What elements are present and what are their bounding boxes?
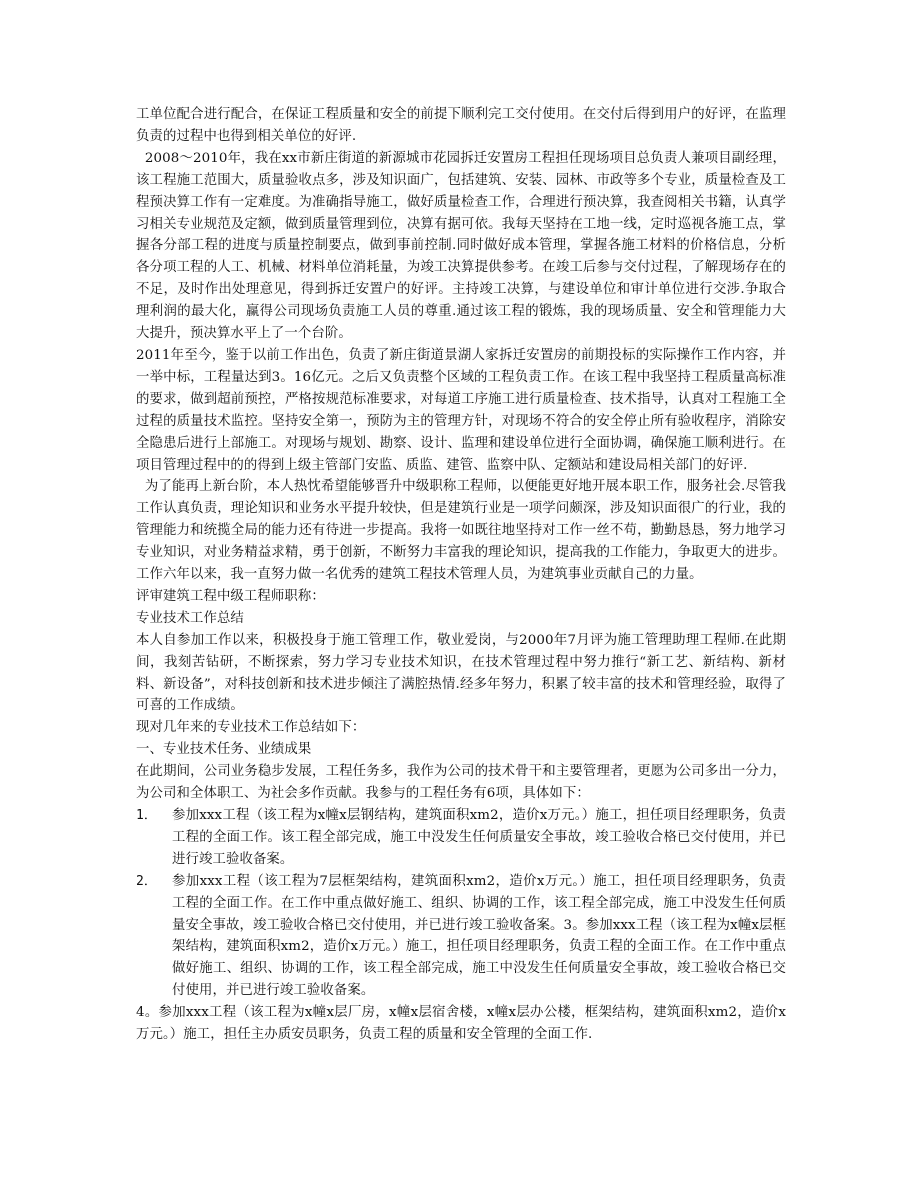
- project-list: [136, 805, 786, 1002]
- list-item: [136, 805, 786, 871]
- paragraph-1: 工单位配合进行配合，在保证工程质量和安全的前提下顺利完工交付使用。在交付后得到用户的好评，在监理负责的过程中也得到相关单位的好评.: [136, 107, 786, 144]
- paragraph-6: 现对几年来的专业技术工作总结如下：: [136, 720, 366, 736]
- paragraph-2: 2008～2010年，我在xx市新庄街道的新源城市花园拆迁安置房工程担任现场项目总负责人兼项目副经理，该工程施工范围大，质量验收点多，涉及知识面广，包括建筑、安装、园林、市政等多个专业，质量检查及工程预决算工作有一定难度。为准确指导施工，做好质量检查工作，合理进行预决算，我查阅相关书籍，认真学习相关专业规范及定额，做到质量管理到位，决算有据可依。我每天坚持在工地一线，定时巡视各施工点，掌握各分部工程的进度与质量控制要点，做到事前控制.同时做好成本管理，掌握各施工材料的价格信息，分析各分项工程的人工、机械、材料单位消耗量，为竣工决算提供参考。在竣工后参与交付过程，了解现场存在的不足，及时作出处理意见，得到拆迁安置户的好评。主持竣工决算，与建设单位和审计单位进行交涉.争取合理利润的最大化，赢得公司现场负责施工人员的尊重.通过该工程的锻炼，我的现场质量、安全和管理能力大大提升，预决算水平上了一个台阶。: [136, 150, 786, 342]
- list-item-text: 参加xxx工程（该工程为x幢x层钢结构，建筑面积xm2，造价x万元。）施工，担任项目经理职务，负责工程的全面工作。该工程全部完成，施工中没发生任何质量安全事故，竣工验收合格已交付使用，并已进行竣工验收备案。: [172, 808, 786, 867]
- list-item: [136, 871, 786, 1002]
- heading-review-title: 评审建筑工程中级工程师职称：: [136, 588, 325, 604]
- list-item-number: 2．: [136, 873, 158, 889]
- paragraph-8: 4。参加xxx工程（该工程为x幢x层厂房，x幢x层宿舍楼，x幢x层办公楼，框架结构，建筑面积xm2，造价x万元。）施工，担任主办质安员职务，负责工程的质量和安全管理的全面工作.: [136, 1005, 786, 1043]
- document-page: [136, 104, 786, 1046]
- heading-summary: 专业技术工作总结: [136, 610, 244, 626]
- list-item-number: 1．: [136, 808, 158, 823]
- paragraph-4: 为了能再上新台阶，本人热忱希望能够晋升中级职称工程师，以便能更好地开展本职工作，服务社会.尽管我工作认真负责，理论知识和业务水平提升较快，但是建筑行业是一项学问颇深，涉及知识面很广的行业，我的管理能力和统揽全局的能力还有待进一步提高。我将一如既往地坚持对工作一丝不苟，勤勤恳恳，努力地学习专业知识，对业务精益求精，勇于创新，不断努力丰富我的理论知识，提高我的工作能力，争取更大的进步。工作六年以来，我一直努力做一名优秀的建筑工程技术管理人员，为建筑事业贡献自己的力量。: [136, 479, 786, 583]
- heading-section-1: 一、专业技术任务、业绩成果: [136, 742, 312, 758]
- paragraph-3: 2011年至今，鉴于以前工作出色，负责了新庄街道景湖人家拆迁安置房的前期投标的实际操作工作内容，并一举中标，工程量达到3。16亿元。之后又负责整个区域的工程负责工作。在该工程中我坚持工程质量高标准的要求，做到超前预控，严格按规范标准要求，对每道工序施工进行质量检查、技术指导，认真对工程施工全过程的质量技术监控。坚持安全第一，预防为主的管理方针，对现场不符合的安全停止所有验收程序，消除安全隐患后进行上部施工。对现场与规划、勘察、设计、监理和建设单位进行全面协调，确保施工顺利进行。在项目管理过程中的的得到上级主管部门安监、质监、建管、监察中队、定额站和建设局相关部门的好评.: [136, 347, 786, 473]
- paragraph-7: 在此期间，公司业务稳步发展，工程任务多，我作为公司的技术骨干和主要管理者，更愿为公司多出一分力，为公司和全体职工、为社会多作贡献。我参与的工程任务有6项，具体如下：: [136, 764, 786, 802]
- list-item-text: 参加xxx工程（该工程为7层框架结构，建筑面积xm2，造价x万元。）施工，担任项目经理职务，负责工程的全面工作。在工作中重点做好施工、组织、协调的工作，该工程全部完成，施工中没发生任何质量安全事故，竣工验收合格已交付使用，并已进行竣工验收备案。3。参加xxx工程（该工程为x幢x层框架结构，建筑面积xm2，造价x万元。）施工，担任项目经理职务，负责工程的全面工作。在工作中重点做好施工、组织、协调的工作，该工程全部完成，施工中没发生任何质量安全事故，竣工验收合格已交付使用，并已进行竣工验收备案。: [172, 873, 786, 999]
- paragraph-5: 本人自参加工作以来，积极投身于施工管理工作，敬业爱岗，与2000年7月评为施工管理助理工程师.在此期间，我刻苦钻研，不断探索，努力学习专业技术知识，在技术管理过程中努力推行“新工艺、新结构、新材料、新设备”，对科技创新和技术进步倾注了满腔热情.经多年努力，积累了较丰富的技术和管理经验，取得了可喜的工作成绩。: [136, 632, 786, 714]
